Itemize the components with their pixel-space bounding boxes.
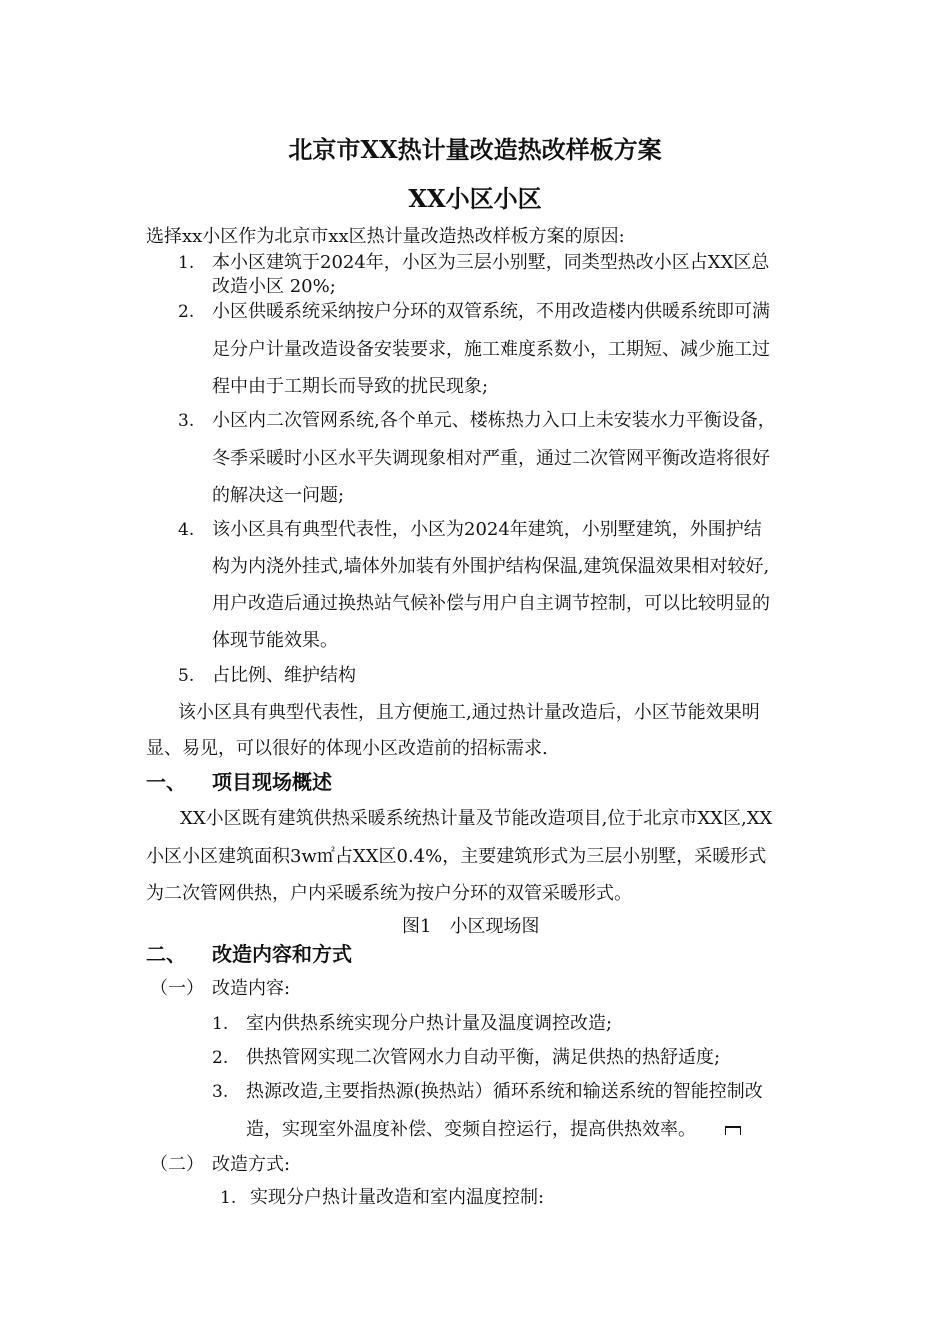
section-number: 一、 <box>146 770 186 794</box>
subsection-title: 改造方式: <box>212 1154 291 1175</box>
list-text-line: 的解决这一问题; <box>212 485 345 506</box>
list-text-line: 小区内二次管网系统,各个单元、楼栋热力入口上未安装水力平衡设备， <box>212 410 776 431</box>
list-number: 2. <box>212 1048 229 1068</box>
list-text-line: 足分户计量改造设备安装要求，施工难度系数小，工期短、减少施工过 <box>212 339 770 360</box>
subsection-title: 改造内容: <box>212 978 291 999</box>
list-text-line: 程中由于工期长而导致的扰民现象; <box>212 376 489 397</box>
subsection-number: （二） <box>150 1154 204 1175</box>
paragraph-line: 小区小区建筑面积3w㎡占XX区0.4%，主要建筑形式为三层小别墅，采暖形式 <box>146 846 767 867</box>
intro-paragraph: 选择xx小区作为北京市xx区热计量改造热改样板方案的原因: <box>146 226 625 247</box>
list-text-line: 构为内浇外挂式,墙体外加装有外围护结构保温,建筑保温效果相对较好, <box>212 556 770 577</box>
list-text-line: 本小区建筑于2024年，小区为三层小别墅，同类型热改小区占XX区总 <box>212 252 770 273</box>
list-text-line: 该小区具有典型代表性，小区为2024年建筑，小别墅建筑，外围护结 <box>212 519 762 540</box>
paragraph-line: 该小区具有典型代表性，且方便施工,通过热计量改造后，小区节能效果明 <box>178 702 760 723</box>
list-number: 3. <box>212 1082 229 1102</box>
list-number: 1. <box>212 1014 229 1034</box>
list-text-line: 供热管网实现二次管网水力自动平衡，满足供热的热舒适度; <box>246 1047 721 1068</box>
section-title: 改造内容和方式 <box>212 942 352 966</box>
list-number: 2. <box>178 302 195 322</box>
page-title: 北京市XX热计量改造热改样板方案 <box>288 135 662 164</box>
paragraph-line: 显、易见，可以很好的体现小区改造前的招标需求. <box>146 738 548 759</box>
page-subtitle: XX小区小区 <box>408 184 542 213</box>
section-title: 项目现场概述 <box>212 770 332 794</box>
list-text-line: 小区供暖系统采纳按户分环的双管系统，不用改造楼内供暖系统即可满 <box>212 301 770 322</box>
list-text-line: 改造小区 20%; <box>212 276 336 297</box>
list-number: 4. <box>178 520 195 540</box>
figure-caption: 图1 小区现场图 <box>402 916 540 937</box>
paragraph-line: 为二次管网供热，户内采暖系统为按户分环的双管采暖形式。 <box>146 883 632 904</box>
list-number: 1. <box>178 253 195 273</box>
list-text-line: 室内供热系统实现分户热计量及温度调控改造; <box>246 1013 613 1034</box>
list-text-line: 用户改造后通过换热站气候补偿与用户自主调节控制，可以比较明显的 <box>212 593 770 614</box>
list-text-line: 冬季采暖时小区水平失调现象相对严重，通过二次管网平衡改造将很好 <box>212 448 770 469</box>
list-text-line: 体现节能效果。 <box>212 630 338 651</box>
list-text-line: 占比例、维护结构 <box>212 665 356 686</box>
list-text-line: 热源改造,主要指热源(换热站）循环系统和输送系统的智能控制改 <box>246 1081 763 1102</box>
subsection-number: （一） <box>150 978 204 999</box>
paragraph-line: XX小区既有建筑供热采暖系统热计量及节能改造项目,位于北京市XX区,XX <box>180 808 773 829</box>
section-number: 二、 <box>146 942 186 966</box>
list-text-line: 造，实现室外温度补偿、变频自控运行，提高供热效率。 <box>246 1119 696 1140</box>
list-number: 3. <box>178 411 195 431</box>
list-text-line: 实现分户热计量改造和室内温度控制: <box>250 1187 545 1208</box>
text-cursor-mark <box>725 1126 741 1135</box>
list-number: 5. <box>178 666 195 686</box>
list-number: 1. <box>220 1188 237 1208</box>
